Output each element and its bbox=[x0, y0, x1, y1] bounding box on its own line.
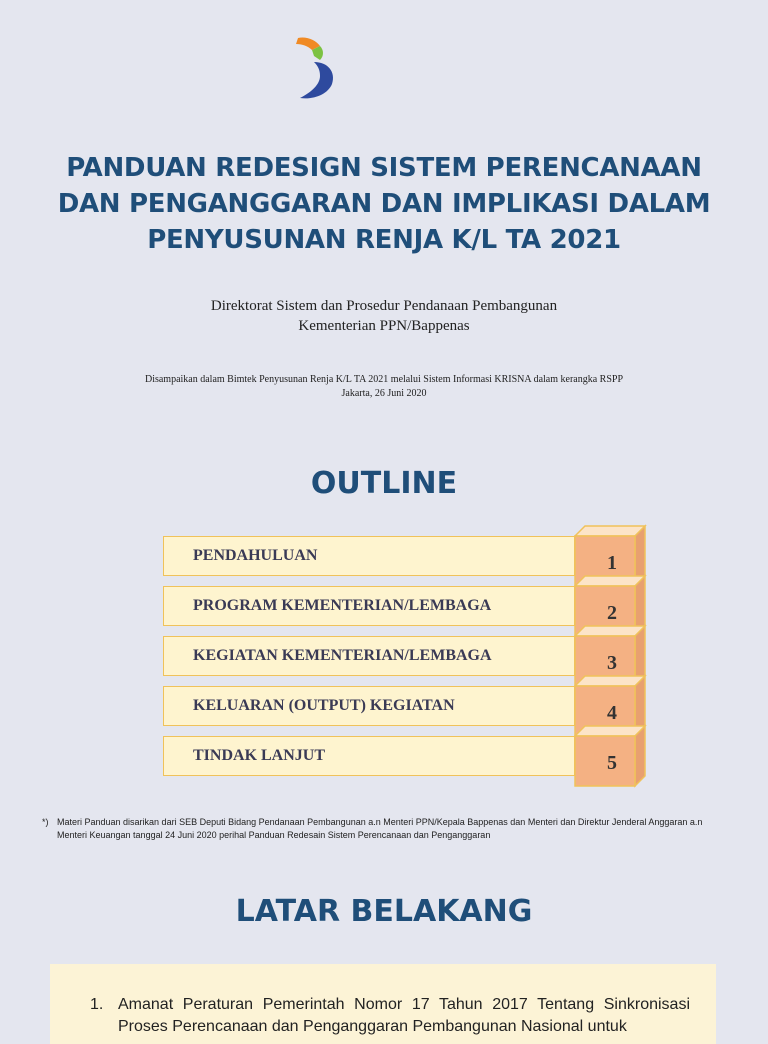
outline-item-2 bbox=[163, 586, 643, 636]
document-title-line-2: DAN PENGANGGARAN DAN IMPLIKASI DALAM bbox=[57, 189, 711, 219]
outline-item-number: 1 bbox=[607, 552, 617, 574]
footnote-text: Materi Panduan disarikan dari SEB Deputi Bidang Pendanaan Pembangunan a.n Menteri PPN/Kepala Bappenas dan Menteri dan Direktur Jenderal Anggaran a.n Menteri Keuangan tanggal 24 Juni 2020 perihal Panduan Redesain Sistem Perencanaan dan Penganggaran bbox=[57, 817, 703, 840]
delivery-place-date: Jakarta, 26 Juni 2020 bbox=[341, 388, 427, 399]
bappenas-logo-icon bbox=[292, 36, 336, 102]
document-title-line-1: PANDUAN REDESIGN SISTEM PERENCANAAN bbox=[66, 153, 702, 183]
outline-item-label: KELUARAN (OUTPUT) KEGIATAN bbox=[193, 697, 455, 714]
outline-item-5 bbox=[163, 736, 643, 786]
latar-belakang-item-text: Amanat Peraturan Pemerintah Nomor 17 Tahun 2017 Tentang Sinkronisasi Proses Perencanaan dan Penganggaran Pembangunan Nasional untuk bbox=[118, 996, 690, 1035]
outline-item-number: 3 bbox=[607, 652, 617, 674]
latar-belakang-item-number: 1. bbox=[90, 996, 104, 1013]
subtitle-directorate: Direktorat Sistem dan Prosedur Pendanaan Pembangunan bbox=[210, 298, 558, 314]
outline-item-number: 4 bbox=[607, 702, 617, 724]
delivery-event: Disampaikan dalam Bimtek Penyusunan Renja K/L TA 2021 melalui Sistem Informasi KRISNA dalam kerangka RSPP bbox=[144, 374, 624, 385]
outline-item-1 bbox=[163, 536, 643, 586]
outline-item-label: PROGRAM KEMENTERIAN/LEMBAGA bbox=[193, 597, 492, 614]
subtitle-ministry: Kementerian PPN/Bappenas bbox=[298, 318, 470, 334]
outline-item-label: PENDAHULUAN bbox=[193, 547, 318, 564]
latar-belakang-heading: LATAR BELAKANG bbox=[235, 894, 533, 929]
outline-item-3 bbox=[163, 636, 643, 686]
outline-heading: OUTLINE bbox=[310, 466, 458, 501]
document-title-line-3: PENYUSUNAN RENJA K/L TA 2021 bbox=[147, 225, 621, 255]
outline-item-number: 2 bbox=[607, 602, 617, 624]
latar-belakang-panel bbox=[50, 964, 716, 1044]
outline-item-label: KEGIATAN KEMENTERIAN/LEMBAGA bbox=[193, 647, 492, 664]
outline-item-label: TINDAK LANJUT bbox=[193, 747, 326, 764]
organization-subtitle bbox=[84, 296, 684, 336]
delivery-note bbox=[84, 373, 684, 401]
footnote-marker: *) bbox=[42, 817, 49, 827]
outline-item-4 bbox=[163, 686, 643, 736]
outline-item-number: 5 bbox=[607, 752, 617, 774]
document-title bbox=[40, 150, 728, 258]
